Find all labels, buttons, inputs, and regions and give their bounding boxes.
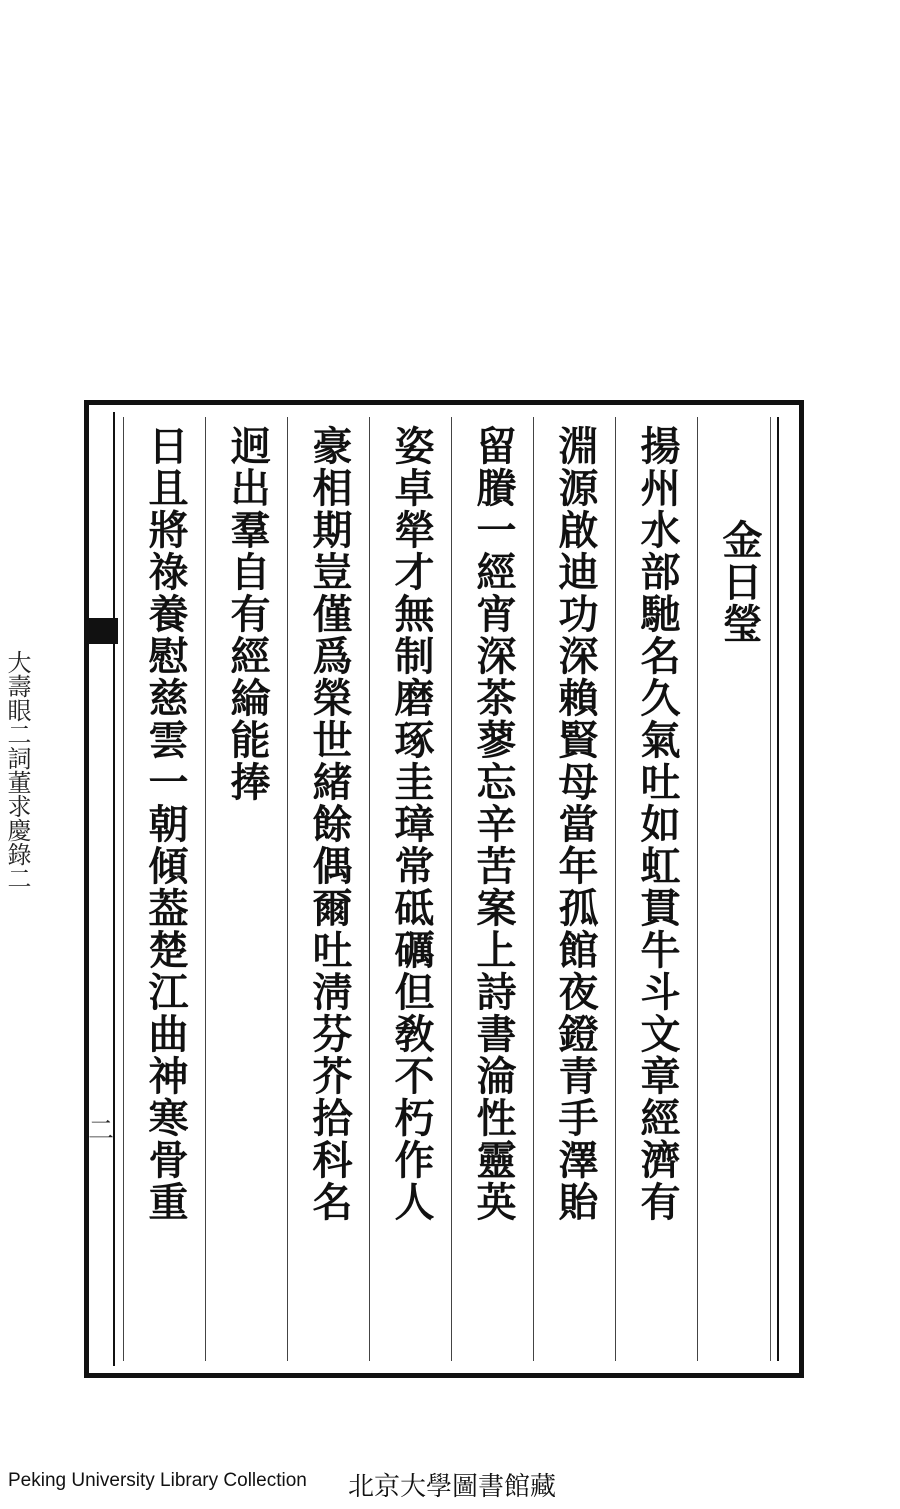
margin-page-number: 二 (88, 1116, 115, 1146)
title-column (697, 417, 780, 1361)
column-text: 淵源啟迪功深賴賢母當年孤館夜鐙青手澤貽 (552, 425, 599, 1223)
text-column-3 (451, 417, 534, 1361)
column-text: 揚州水部馳名久氣吐如虹貫牛斗文章經濟有 (634, 425, 681, 1223)
column-text: 姿卓犖才無制磨琢圭璋常砥礪但敎不朽作人 (388, 425, 435, 1223)
text-column-7 (123, 417, 206, 1361)
text-column-6 (205, 417, 288, 1361)
footer (0, 1466, 900, 1502)
column-text: 迥出羣自有經綸能捧 (224, 425, 271, 803)
page-frame (84, 400, 804, 1378)
title-text: 金日瑩 (716, 519, 763, 645)
text-column-4 (369, 417, 452, 1361)
column-text: 留賸一經宵深茶蓼忘辛苦案上詩書淪性靈英 (470, 425, 517, 1223)
fishtail-mark (88, 618, 118, 644)
footer-english: Peking University Library Collection (8, 1470, 307, 1491)
text-column-5 (287, 417, 370, 1361)
column-text: 日且將祿養慰慈雲一朝傾葢楚江曲神寒骨重 (142, 425, 189, 1223)
text-column-1 (615, 417, 698, 1361)
column-text: 豪相期豈僅爲榮世緒餘偶爾吐淸芬芥拾科名 (306, 425, 353, 1223)
margin-rule (113, 412, 115, 1366)
margin-label: 大壽眼二詞董求慶錄二 (3, 650, 31, 890)
text-column-2 (533, 417, 616, 1361)
footer-chinese: 北京大學圖書館藏 (348, 1472, 557, 1502)
